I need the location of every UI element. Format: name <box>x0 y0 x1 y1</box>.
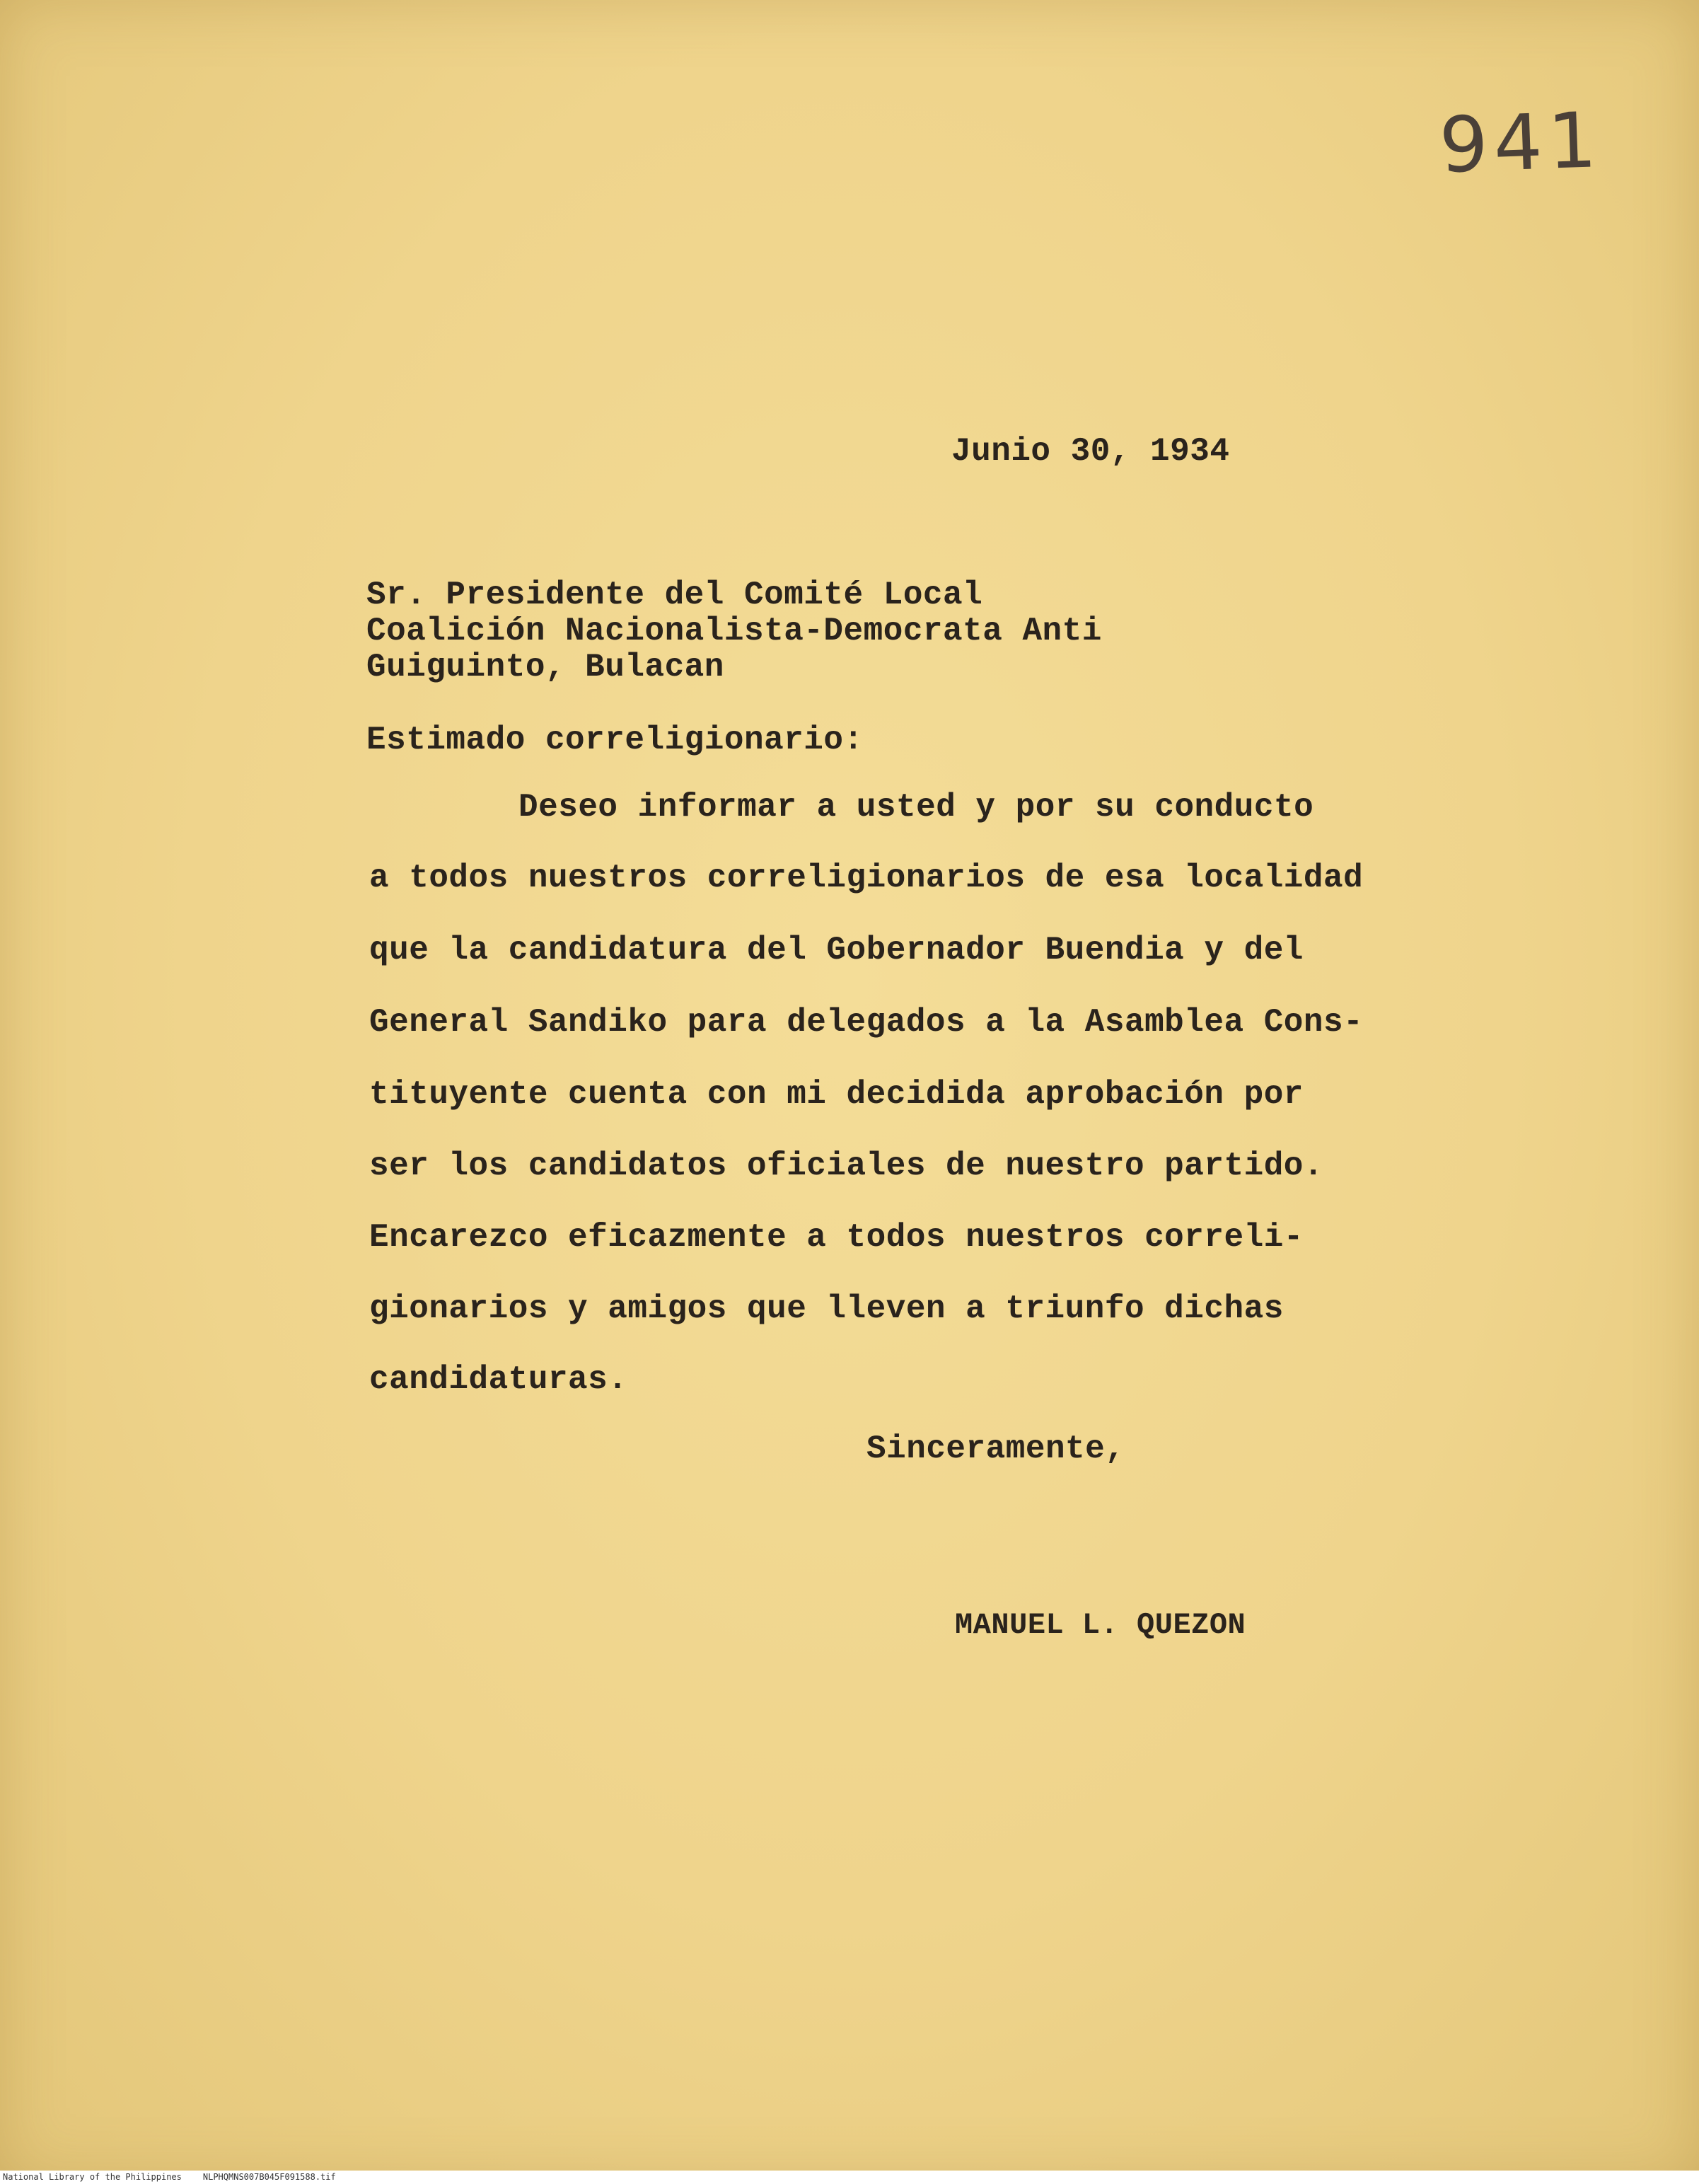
signer-name: MANUEL L. QUEZON <box>955 1608 1246 1642</box>
footer-filename: NLPHQMNS007B045F091588.tif <box>202 2172 336 2182</box>
body-line: Deseo informar a usted y por su conducto <box>518 789 1314 826</box>
scan-footer <box>0 2171 1699 2184</box>
body-line: candidaturas. <box>369 1361 628 1398</box>
footer-institution: National Library of the Philippines <box>3 2172 182 2182</box>
letter-date: Junio 30, 1934 <box>951 433 1230 470</box>
recipient-line-1: Sr. Presidente del Comité Local <box>366 577 983 613</box>
body-line: a todos nuestros correligionarios de esa localidad <box>369 860 1364 896</box>
archive-number: 941 <box>1437 96 1604 190</box>
body-line: General Sandiko para delegados a la Asamblea Cons- <box>369 1004 1364 1041</box>
body-line: gionarios y amigos que lleven a triunfo dichas <box>369 1290 1284 1327</box>
body-line: tituyente cuenta con mi decidida aprobación por <box>369 1076 1304 1113</box>
closing: Sinceramente, <box>866 1431 1125 1467</box>
body-line: que la candidatura del Gobernador Buendia y del <box>369 932 1304 969</box>
salutation: Estimado correligionario: <box>366 722 864 758</box>
body-line: Encarezco eficazmente a todos nuestros correli- <box>369 1219 1304 1256</box>
recipient-line-2: Coalición Nacionalista-Democrata Anti <box>366 613 1102 649</box>
recipient-line-3: Guiguinto, Bulacan <box>366 649 724 686</box>
body-line: ser los candidatos oficiales de nuestro partido. <box>369 1148 1324 1184</box>
